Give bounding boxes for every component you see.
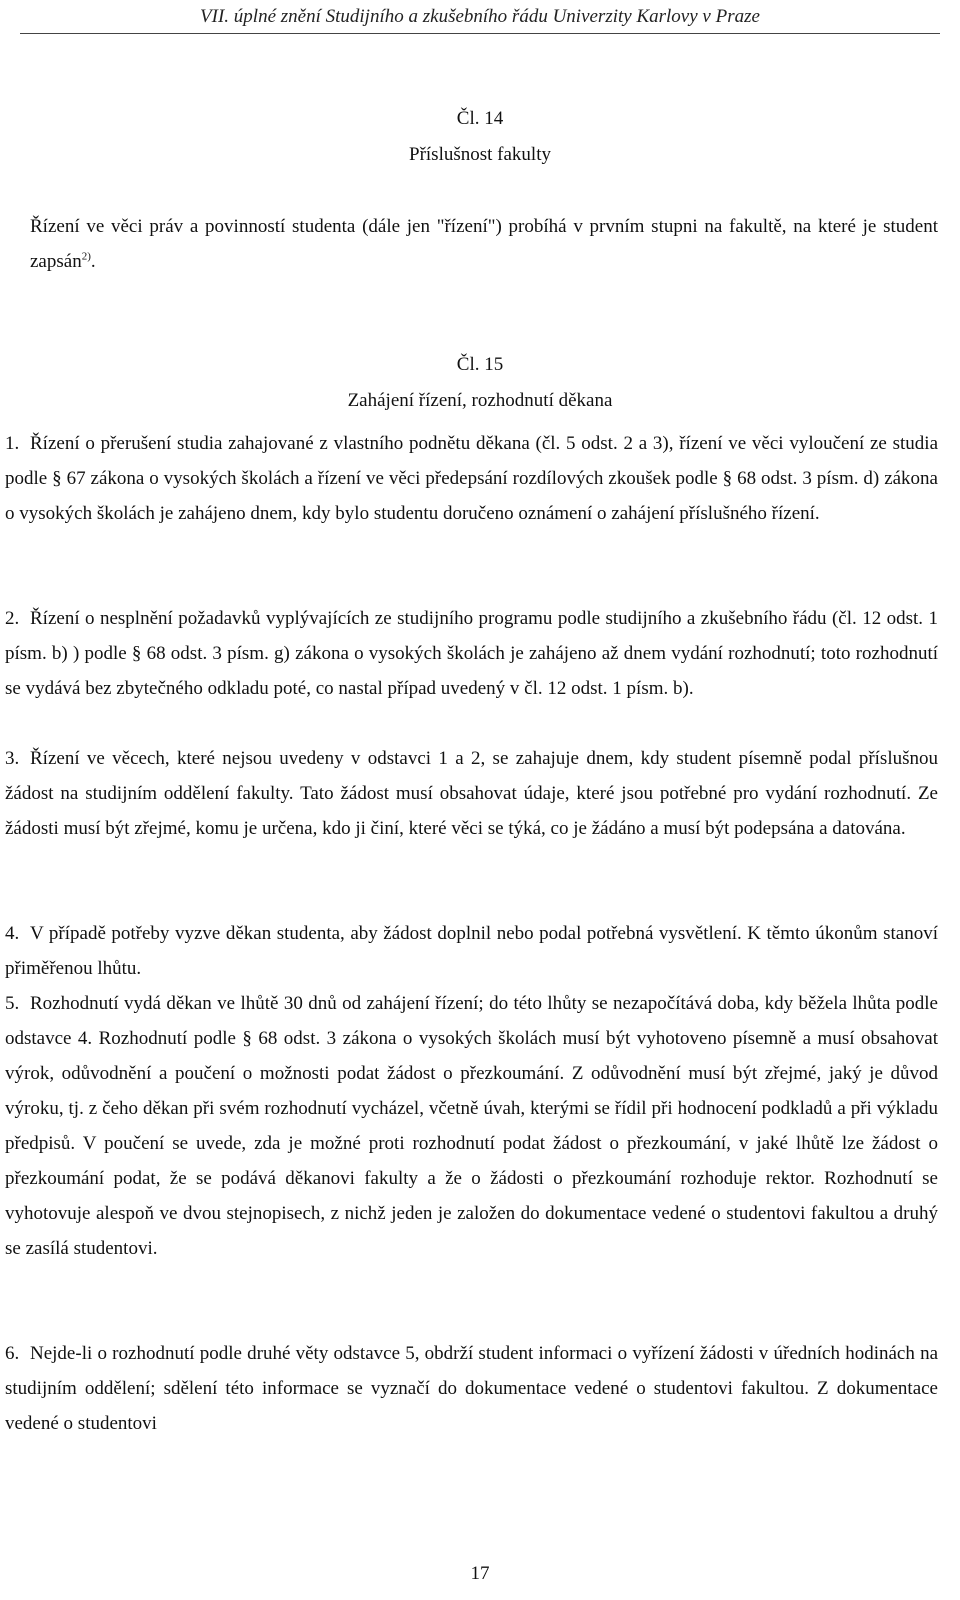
article-15-number: Čl. 15 (456, 354, 504, 375)
item-number: 5. (5, 993, 20, 1014)
item-number: 1. (5, 433, 20, 454)
page-number: 17 (470, 1563, 490, 1584)
item-text: V případě potřeby vyzve děkan studenta, aby žádost doplnil nebo podal potřebná vysvětlení. K těmto úkonům stanoví přiměřenou lhůtu. (5, 923, 938, 979)
item-text: Řízení o přerušení studia zahajované z vlastního podnětu děkana (čl. 5 odst. 2 a 3), řízení ve věci vyloučení ze studia podle § 67 zákona o vysokých školách a řízení ve věci předepsání rozdílových zkoušek podle § 68 odst. 3 písm. d) zákona o vysokých školách je zahájeno dnem, kdy bylo studentu doručeno oznámení o zahájení příslušného řízení. (5, 433, 938, 524)
item-number: 3. (5, 748, 20, 769)
article-15-item-5 (5, 986, 938, 1266)
footnote-reference: 2) (81, 250, 91, 263)
article-15-item-4 (5, 916, 938, 986)
article-15-item-6 (5, 1336, 938, 1441)
article-14-number: Čl. 14 (456, 108, 504, 129)
article-15-item-2 (5, 601, 938, 706)
item-text: Řízení ve věcech, které nejsou uvedeny v odstavci 1 a 2, se zahajuje dnem, kdy student písemně podal příslušnou žádost na studijním oddělení fakulty. Tato žádost musí obsahovat údaje, které jsou potřebné pro vydání rozhodnutí. Ze žádosti musí být zřejmé, komu je určena, kdo ji činí, které věci se týká, co je žádáno a musí být podepsána a datována. (5, 748, 938, 839)
article-14-text-end: . (90, 251, 96, 272)
item-text: Nejde-li o rozhodnutí podle druhé věty odstavce 5, obdrží student informaci o vyřízení žádosti v úředních hodinách na studijním oddělení; sdělení této informace se vyznačí do dokumentace vedené o studentovi fakultou. Z dokumentace vedené o studentovi (5, 1343, 938, 1434)
article-15-item-3 (5, 741, 938, 846)
item-number: 4. (5, 923, 20, 944)
article-14-paragraph (30, 209, 938, 279)
article-14-title: Příslušnost fakulty (409, 144, 551, 165)
item-text: Řízení o nesplnění požadavků vyplývajících ze studijního programu podle studijního a zkušebního řádu (čl. 12 odst. 1 písm. b) ) podle § 68 odst. 3 písm. g) zákona o vysokých školách je zahájeno až dnem vydání rozhodnutí; toto rozhodnutí se vydává bez zbytečného odkladu poté, co nastal případ uvedený v čl. 12 odst. 1 písm. b). (5, 608, 938, 699)
article-14-text: Řízení ve věci práv a povinností studenta (dále jen "řízení") probíhá v prvním stupni na fakultě, na které je student zapsán (30, 216, 938, 272)
article-15-title: Zahájení řízení, rozhodnutí děkana (347, 390, 613, 411)
header-rule (20, 33, 940, 34)
running-header: VII. úplné znění Studijního a zkušebního řádu Univerzity Karlovy v Praze (200, 6, 760, 27)
item-number: 6. (5, 1343, 20, 1364)
item-number: 2. (5, 608, 20, 629)
item-text: Rozhodnutí vydá děkan ve lhůtě 30 dnů od zahájení řízení; do této lhůty se nezapočítává doba, kdy běžela lhůta podle odstavce 4. Rozhodnutí podle § 68 odst. 3 zákona o vysokých školách musí být vyhotoveno písemně a musí obsahovat výrok, odůvodnění a poučení o možnosti podat žádost o přezkoumání. Z odůvodnění musí být zřejmé, jaký je důvod výroku, tj. z čeho děkan při svém rozhodnutí vycházel, včetně úvah, kterými se řídil při hodnocení podkladů a při výkladu předpisů. V poučení se uvede, zda je možné proti rozhodnutí podat žádost o přezkoumání, v jaké lhůtě lze žádost o přezkoumání podat, že se podává děkanovi fakulty a že o žádosti o přezkoumání rozhoduje rektor. Rozhodnutí se vyhotovuje alespoň ve dvou stejnopisech, z nichž jeden je založen do dokumentace vedené o studentovi fakultou a druhý se zasílá studentovi. (5, 993, 938, 1259)
article-15-item-1 (5, 426, 938, 531)
